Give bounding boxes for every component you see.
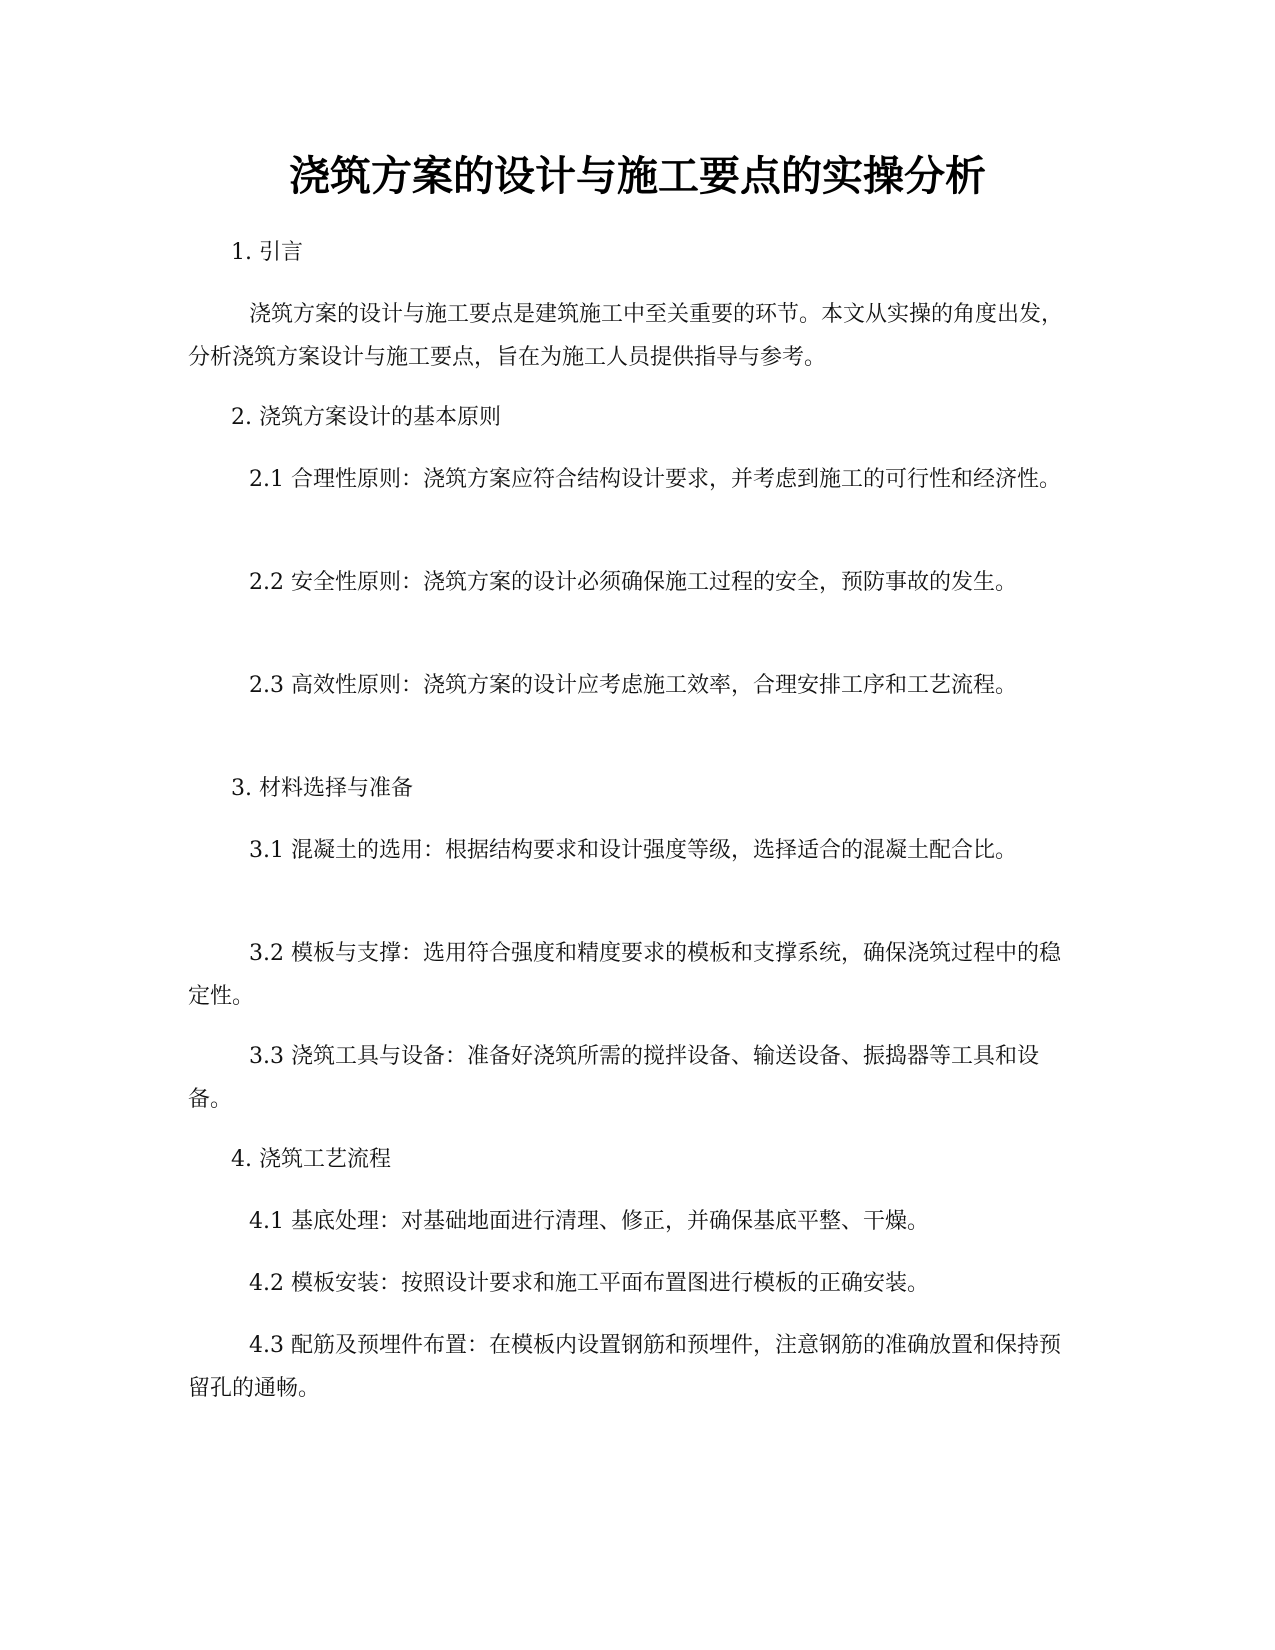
section-heading-process: 4. 浇筑工艺流程 bbox=[231, 1147, 391, 1172]
section-heading-principles: 2. 浇筑方案设计的基本原则 bbox=[231, 405, 501, 430]
section-heading-materials: 3. 材料选择与准备 bbox=[231, 776, 413, 801]
paragraph-material-concrete: 3.1 混凝土的选用：根据结构要求和设计强度等级，选择适合的混凝土配合比。 bbox=[249, 838, 1017, 863]
paragraph-process-base: 4.1 基底处理：对基础地面进行清理、修正，并确保基底平整、干燥。 bbox=[249, 1209, 929, 1234]
paragraph-process-rebar: 4.3 配筋及预埋件布置：在模板内设置钢筋和预埋件，注意钢筋的准确放置和保持预留孔的通畅。 bbox=[188, 1333, 1061, 1401]
paragraph-principle-safety: 2.2 安全性原则：浇筑方案的设计必须确保施工过程的安全，预防事故的发生。 bbox=[249, 570, 1017, 595]
paragraph-principle-efficiency: 2.3 高效性原则：浇筑方案的设计应考虑施工效率，合理安排工序和工艺流程。 bbox=[249, 673, 1017, 698]
paragraph-principle-rationality: 2.1 合理性原则：浇筑方案应符合结构设计要求，并考虑到施工的可行性和经济性。 bbox=[249, 467, 1061, 492]
paragraph-intro: 浇筑方案的设计与施工要点是建筑施工中至关重要的环节。本文从实操的角度出发，分析浇筑方案设计与施工要点，旨在为施工人员提供指导与参考。 bbox=[188, 302, 1064, 370]
paragraph-process-formwork: 4.2 模板安装：按照设计要求和施工平面布置图进行模板的正确安装。 bbox=[249, 1271, 929, 1296]
paragraph-material-formwork: 3.2 模板与支撑：选用符合强度和精度要求的模板和支撑系统，确保浇筑过程中的稳定性。 bbox=[188, 941, 1061, 1009]
section-heading-intro: 1. 引言 bbox=[231, 240, 303, 265]
paragraph-material-tools: 3.3 浇筑工具与设备：准备好浇筑所需的搅拌设备、输送设备、振捣器等工具和设备。 bbox=[188, 1044, 1039, 1112]
document-title: 浇筑方案的设计与施工要点的实操分析 bbox=[289, 152, 986, 200]
